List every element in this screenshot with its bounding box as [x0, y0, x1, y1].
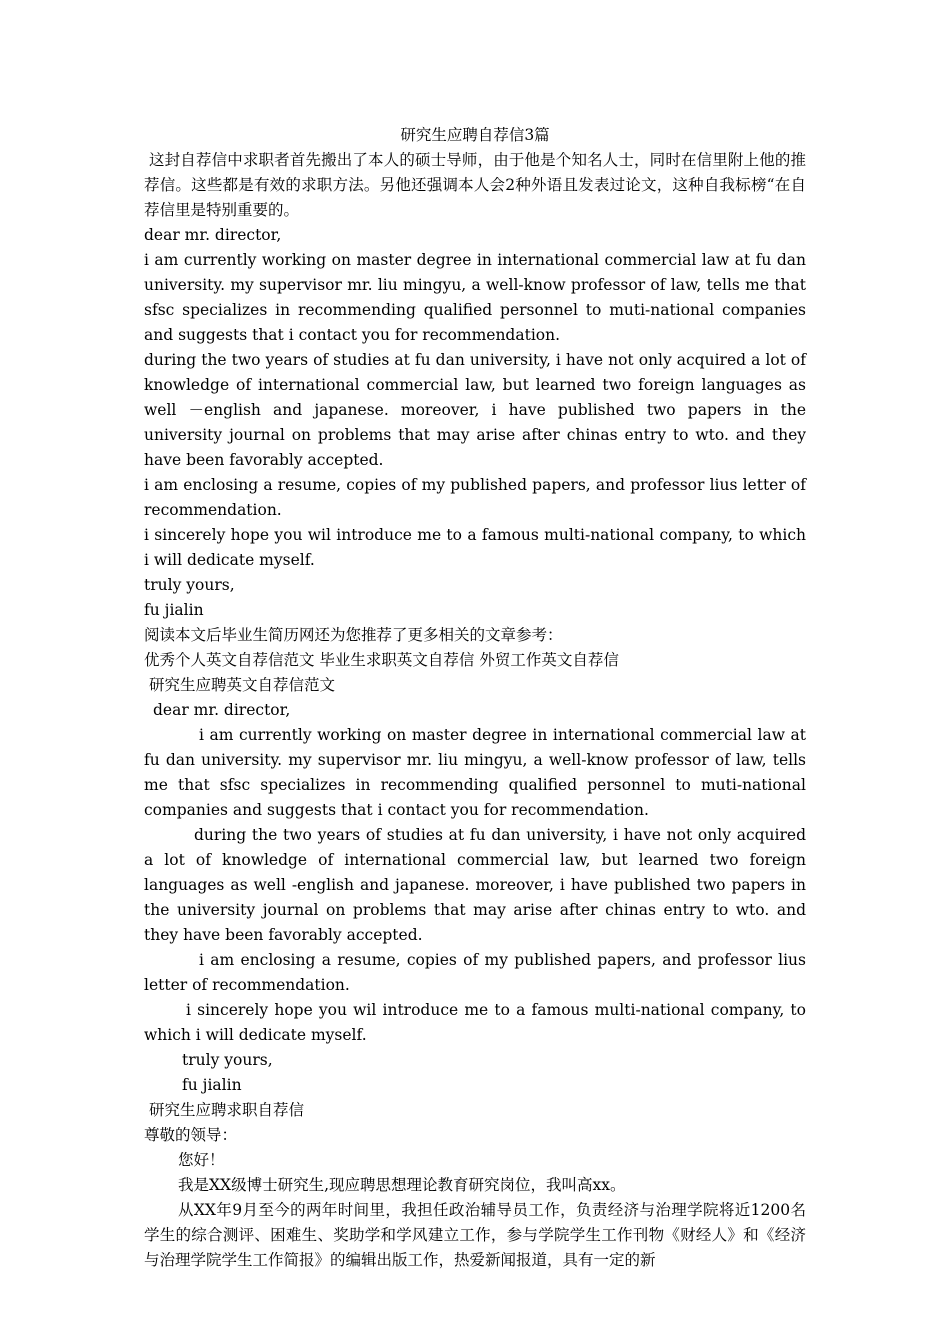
related-articles-links[interactable]: 优秀个人英文自荐信范文 毕业生求职英文自荐信 外贸工作英文自荐信 [144, 651, 619, 669]
letter2-paragraph-3: i am enclosing a resume, copies of my published papers, and professor lius letter of recommendation. [144, 951, 806, 994]
letter3-paragraph-1: 我是XX级博士研究生,现应聘思想理论教育研究岗位，我叫高xx。 [178, 1176, 626, 1194]
document-page [144, 123, 806, 1273]
section2-title: 研究生应聘英文自荐信范文 [149, 676, 336, 694]
letter2-paragraph-4: i sincerely hope you wil introduce me to a famous multi-national company, to which i will dedicate myself. [144, 1001, 806, 1044]
letter3-greeting: 您好！ [178, 1151, 225, 1169]
section3-title: 研究生应聘求职自荐信 [149, 1101, 305, 1119]
letter2-paragraph-1: i am currently working on master degree in international commercial law at fu dan university. my supervisor mr. liu mingyu, a well-know professor of law, tells me that sfsc specializes in recommending qualified personnel to muti-national companies and suggests that i contact you for recommendation. [144, 726, 806, 819]
letter1-signature: fu jialin [144, 601, 204, 619]
intro-paragraph: 这封自荐信中求职者首先搬出了本人的硕士导师，由于他是个知名人士，同时在信里附上他的推荐信。这些都是有效的求职方法。另他还强调本人会2种外语且发表过论文，这种自我标榜“在自荐信里是特别重要的。 [144, 151, 806, 219]
letter2-paragraph-2: during the two years of studies at fu dan university, i have not only acquired a lot of knowledge of international commercial law, but learned two foreign languages as well -english and japanese. moreover, i have published two papers in the university journal on problems that may arise after chinas entry to wto. and they have been favorably accepted. [144, 826, 806, 944]
letter2-closing: truly yours, [182, 1051, 273, 1069]
letter1-paragraph-4: i sincerely hope you wil introduce me to a famous multi-national company, to which i will dedicate myself. [144, 526, 806, 569]
letter3-salutation: 尊敬的领导： [144, 1126, 238, 1144]
document-title: 研究生应聘自荐信3篇 [400, 126, 550, 144]
letter1-paragraph-1: i am currently working on master degree in international commercial law at fu dan university. my supervisor mr. liu mingyu, a well-know professor of law, tells me that sfsc specializes in recommending qualified personnel to muti-national companies and suggests that i contact you for recommendation. [144, 251, 806, 344]
letter1-paragraph-2: during the two years of studies at fu dan university, i have not only acquired a lot of knowledge of international commercial law, but learned two foreign languages as well －english and japanese. moreover, i have published two papers in the university journal on problems that may arise after chinas entry to wto. and they have been favorably accepted. [144, 351, 806, 469]
letter1-paragraph-3: i am enclosing a resume, copies of my published papers, and professor lius letter of recommendation. [144, 476, 806, 519]
letter3-paragraph-2: 从XX年9月至今的两年时间里，我担任政治辅导员工作，负责经济与治理学院将近1200名学生的综合测评、困难生、奖助学和学风建立工作，参与学院学生工作刊物《财经人》和《经济与治理学院学生工作简报》的编辑出版工作，热爱新闻报道，具有一定的新 [144, 1201, 806, 1269]
letter1-salutation: dear mr. director, [144, 226, 282, 244]
letter2-signature: fu jialin [182, 1076, 242, 1094]
related-articles-intro: 阅读本文后毕业生简历网还为您推荐了更多相关的文章参考： [144, 626, 563, 644]
letter1-closing: truly yours, [144, 576, 235, 594]
letter2-salutation: dear mr. director, [153, 701, 291, 719]
